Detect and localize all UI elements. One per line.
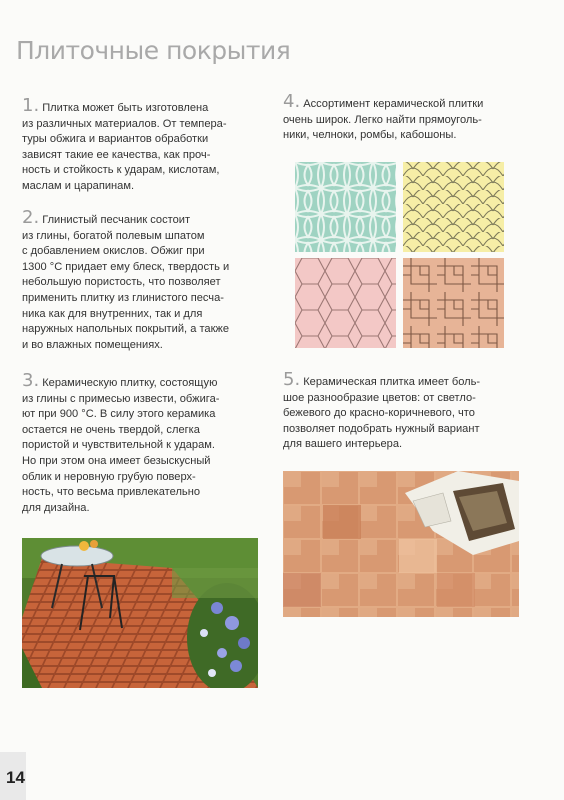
text-line: для вашего интерьера. bbox=[283, 438, 403, 451]
text-line: Но при этом она имеет безыскусный bbox=[22, 454, 211, 467]
section-number: 1. bbox=[22, 95, 40, 116]
section-number: 3. bbox=[22, 370, 40, 391]
text-line: из глины с примесью извести, обжига- bbox=[22, 392, 220, 405]
text-line: применить плитку из глинистого песча- bbox=[22, 291, 224, 304]
text-line: ют при 900 °С. В силу этого керамика bbox=[22, 408, 216, 421]
text-line: шое разнообразие цветов: от светло- bbox=[283, 391, 476, 404]
text-line: Ассортимент керамической плитки bbox=[303, 98, 484, 110]
text-line: Керамическую плитку, состоящую bbox=[42, 377, 218, 389]
tile-pattern-terracotta-weave bbox=[403, 258, 504, 348]
text-line: позволяет подобрать нужный вариант bbox=[283, 422, 480, 435]
text-line: ники, челноки, ромбы, кабошоны. bbox=[283, 129, 457, 142]
text-line: небольшую пористость, что позволяет bbox=[22, 276, 221, 289]
text-line: ность и стойкость к ударам, кислотам, bbox=[22, 164, 220, 177]
text-line: очень широк. Легко найти прямоуголь- bbox=[283, 113, 482, 126]
text-line: пористой и чувствительной к ударам. bbox=[22, 439, 215, 452]
section-number: 4. bbox=[283, 91, 301, 112]
text-line: ника как для внутренних, так и для bbox=[22, 307, 203, 320]
section-5 bbox=[283, 369, 523, 453]
tile-pattern-yellow-scale bbox=[403, 162, 504, 252]
garden-patio-photo bbox=[22, 538, 258, 688]
text-line: и во влажных помещениях. bbox=[22, 338, 163, 351]
text-line: 1300 °С придает ему блеск, твердость и bbox=[22, 260, 230, 273]
text-line: облик и неровную грубую поверх- bbox=[22, 470, 196, 483]
section-3 bbox=[22, 370, 262, 516]
page-title: Плиточные покрытия bbox=[16, 36, 291, 65]
text-line: остается не очень твердой, слегка bbox=[22, 423, 200, 436]
terracotta-floor-photo bbox=[283, 471, 519, 617]
text-line: ность, что весьма привлекательно bbox=[22, 486, 200, 499]
section-number: 5. bbox=[283, 369, 301, 390]
page-number: 14 bbox=[6, 768, 25, 787]
section-2 bbox=[22, 207, 262, 353]
text-line: зависят такие ее качества, как проч- bbox=[22, 148, 211, 161]
text-line: маслам и царапинам. bbox=[22, 179, 135, 192]
text-line: для дизайна. bbox=[22, 501, 90, 514]
text-line: из различных материалов. От темпера- bbox=[22, 117, 227, 130]
text-line: наружных напольных покрытий, а также bbox=[22, 323, 230, 336]
text-line: из глины, богатой полевым шпатом bbox=[22, 229, 205, 242]
text-line: Керамическая плитка имеет боль- bbox=[303, 376, 481, 388]
section-1 bbox=[22, 95, 262, 195]
text-line: Плитка может быть изготовлена bbox=[42, 102, 209, 114]
tile-pattern-pink-hexagon bbox=[295, 258, 396, 348]
section-number: 2. bbox=[22, 207, 40, 228]
text-line: бежевого до красно-коричневого, что bbox=[283, 407, 475, 420]
section-4 bbox=[283, 91, 523, 144]
text-line: с добавлением окислов. Обжиг при bbox=[22, 245, 205, 258]
text-line: туры обжига и вариантов обработки bbox=[22, 133, 209, 146]
tile-pattern-green-lantern bbox=[295, 162, 396, 252]
text-line: Глинистый песчаник состоит bbox=[42, 214, 191, 226]
